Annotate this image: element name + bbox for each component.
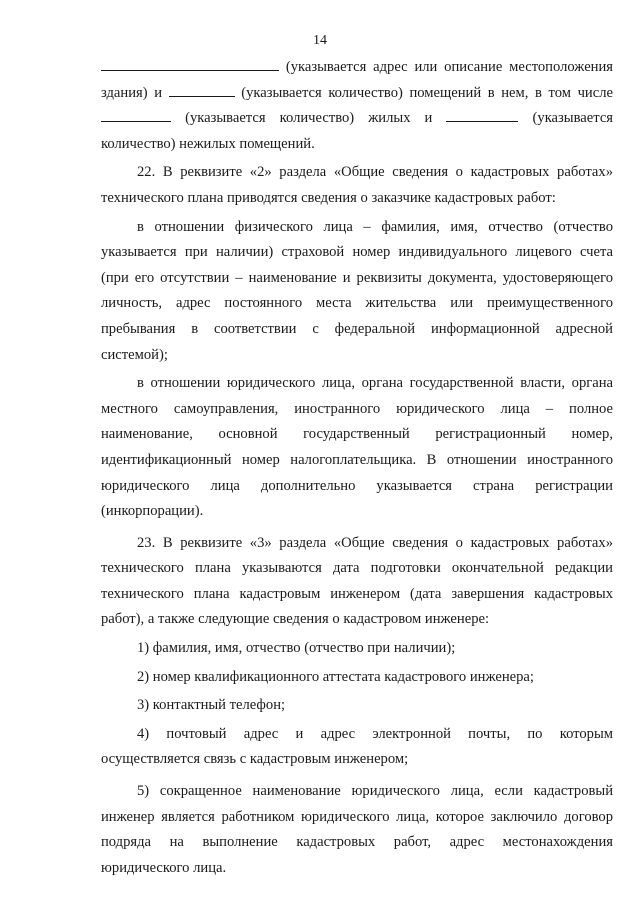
text-line: 5) сокращенное наименование юридического лица, если кадастровый	[137, 783, 613, 800]
text-line: 3) контактный телефон;	[137, 697, 286, 714]
text-line: личность, адрес постоянного места жительства или преимущественного	[101, 295, 613, 312]
blank-field-nonresidential	[446, 109, 518, 122]
blank-field-count	[169, 84, 235, 97]
list-item	[101, 665, 613, 691]
text-line: технического плана кадастровым инженером (дата завершения кадастровых	[101, 585, 613, 602]
intro-paragraph	[101, 55, 613, 157]
text-line: наименование, основной государственный регистрационный номер,	[101, 426, 613, 443]
text-line: местного самоуправления, иностранного юридического лица – полное	[101, 400, 613, 417]
text-line: указывается при наличии) страховой номер индивидуального лицевого счета	[101, 244, 613, 261]
document-body	[101, 55, 613, 881]
list-item	[101, 636, 613, 662]
page-number: 14	[313, 33, 327, 48]
list-item	[101, 693, 613, 719]
text-line: в отношении юридического лица, органа государственной власти, органа	[137, 375, 613, 392]
text-line	[101, 55, 613, 81]
text-line: технического плана указываются дата подготовки окончательной редакции	[101, 560, 613, 577]
text-line: (при его отсутствии – наименование и реквизиты документа, удостоверяющего	[101, 269, 613, 286]
paragraph-23	[101, 531, 613, 633]
paragraph-22-individual	[101, 215, 613, 369]
text-line: количество) нежилых помещений.	[101, 135, 315, 152]
text-line: системой);	[101, 346, 168, 363]
text-line	[101, 81, 613, 107]
text-line: осуществляется связь с кадастровым инженером;	[101, 751, 409, 768]
text-line: инженер является работником юридического лица, которое заключило договор	[101, 808, 613, 825]
text-line: юридического лица дополнительно указывается страна регистрации	[101, 477, 613, 494]
text-span: (указывается	[532, 110, 614, 127]
text-line: 2) номер квалификационного аттестата кадастрового инженера;	[137, 668, 534, 685]
text-line	[101, 106, 613, 132]
text-line: в отношении физического лица – фамилия, имя, отчество (отчество	[137, 218, 613, 235]
text-line: идентификационный номер налогоплательщика. В отношении иностранного	[101, 451, 613, 468]
blank-field-residential	[101, 109, 171, 122]
blank-field-address	[101, 58, 279, 71]
text-line: 1) фамилия, имя, отчество (отчество при наличии);	[137, 640, 456, 657]
list-item	[101, 779, 613, 881]
text-line: 4) почтовый адрес и адрес электронной почты, по которым	[137, 725, 613, 742]
text-line: работ), а также следующие сведения о кадастровом инженере:	[101, 611, 490, 628]
list-item	[101, 722, 613, 773]
text-line: (инкорпорации).	[101, 503, 204, 520]
text-span: (указывается адрес или описание местоположения	[285, 59, 614, 75]
paragraph-22	[101, 160, 613, 211]
text-line: подряда на выполнение кадастровых работ, адрес местонахождения	[101, 834, 613, 851]
text-span: (указывается количество) жилых и	[185, 110, 433, 127]
text-span: (указывается количество) помещений в нем, в том числе	[241, 84, 613, 101]
text-line: 22. В реквизите «2» раздела «Общие сведения о кадастровых работах»	[137, 164, 613, 181]
text-line: технического плана приводятся сведения о заказчике кадастровых работ:	[101, 189, 556, 206]
text-line: пребывания в соответствии с федеральной информационной адресной	[101, 320, 613, 337]
text-line: юридического лица.	[101, 859, 227, 876]
text-span: здания) и	[101, 84, 163, 101]
text-line: 23. В реквизите «3» раздела «Общие сведения о кадастровых работах»	[137, 534, 613, 551]
paragraph-22-legal	[101, 371, 613, 525]
